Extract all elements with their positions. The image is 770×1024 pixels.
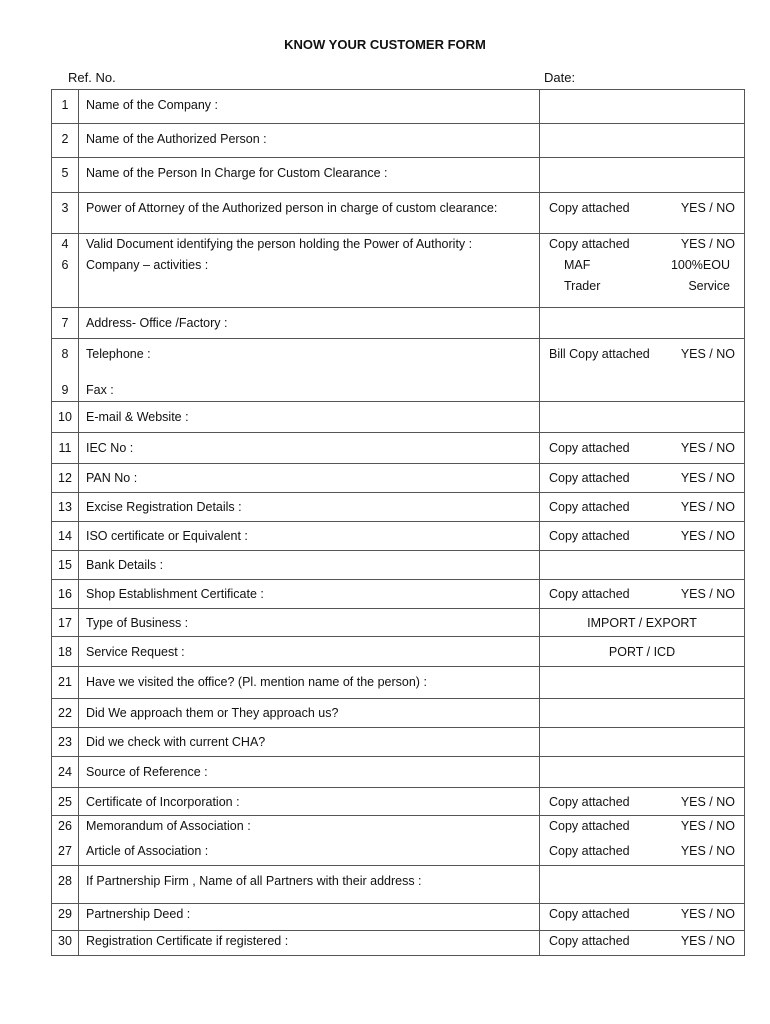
row-number-text: 1 <box>61 98 69 112</box>
row-number-text: 29 <box>58 907 72 921</box>
row-number <box>52 816 79 841</box>
row-number <box>52 667 79 699</box>
row-number-text: 25 <box>58 795 72 809</box>
field-label-cell <box>79 637 540 667</box>
form-row <box>52 402 745 433</box>
row-number <box>52 609 79 637</box>
response-option[interactable]: PORT / ICD <box>608 645 676 659</box>
response-cell[interactable] <box>540 637 745 667</box>
form-row <box>52 667 745 699</box>
row-number-text: 2 <box>61 132 69 146</box>
row-number-text: 9 <box>61 383 69 397</box>
row-number <box>52 580 79 609</box>
form-row <box>52 380 745 402</box>
response-cell[interactable] <box>540 90 745 124</box>
copy-attached-text: Copy attached <box>549 795 630 809</box>
response-cell[interactable] <box>540 307 745 338</box>
field-label-cell <box>79 402 540 433</box>
field-label-cell <box>79 433 540 464</box>
response-cell[interactable] <box>540 728 745 757</box>
row-number <box>52 402 79 433</box>
field-label-cell <box>79 124 540 158</box>
row-number <box>52 433 79 464</box>
field-label: Did We approach them or They approach us? <box>86 706 339 720</box>
row-number <box>52 338 79 380</box>
field-label: Article of Association : <box>86 843 209 858</box>
row-number <box>52 866 79 904</box>
row-number-text: 3 <box>61 201 69 215</box>
field-label-cell <box>79 90 540 124</box>
copy-attached-line <box>540 816 744 837</box>
field-label: Memorandum of Association : <box>86 819 251 833</box>
date-label: Date: <box>544 70 576 85</box>
form-row <box>52 580 745 609</box>
row-number-text: 14 <box>58 529 72 543</box>
field-label-cell <box>79 522 540 551</box>
response-cell[interactable] <box>540 158 745 193</box>
activity-options-line <box>540 276 744 297</box>
field-label: Service Request : <box>86 645 185 659</box>
field-label-cell <box>79 551 540 580</box>
response-cell[interactable] <box>540 193 745 234</box>
copy-attached-text: Copy attached <box>549 237 630 251</box>
form-row <box>52 699 745 728</box>
row-number-text: 21 <box>58 675 72 689</box>
response-cell[interactable] <box>540 904 745 931</box>
response-cell[interactable] <box>540 402 745 433</box>
row-number <box>52 193 79 234</box>
form-row <box>52 841 745 866</box>
copy-attached-line <box>540 234 744 255</box>
copy-attached-line <box>540 438 744 459</box>
yes-no-option[interactable]: YES / NO <box>680 907 735 921</box>
row-number-text: 27 <box>58 843 72 858</box>
row-number-text: 11 <box>58 441 72 455</box>
field-label-cell <box>79 609 540 637</box>
response-cell[interactable] <box>540 493 745 522</box>
field-label: Registration Certificate if registered : <box>86 934 289 948</box>
form-row <box>52 637 745 667</box>
row-number-text: 7 <box>61 315 69 330</box>
field-label-cell <box>79 307 540 338</box>
field-label-cell <box>79 255 540 307</box>
form-row <box>52 90 745 124</box>
field-label-cell <box>79 234 540 256</box>
row-number <box>52 493 79 522</box>
response-cell[interactable] <box>540 816 745 841</box>
response-cell[interactable] <box>540 124 745 158</box>
row-number <box>52 464 79 493</box>
activity-option[interactable]: MAF <box>564 258 591 272</box>
field-label: Partnership Deed : <box>86 907 191 921</box>
response-option[interactable]: IMPORT / EXPORT <box>587 616 697 630</box>
copy-attached-text: Copy attached <box>549 201 630 215</box>
form-row <box>52 609 745 637</box>
row-number-text: 16 <box>58 587 72 601</box>
response-cell[interactable] <box>540 931 745 956</box>
row-number <box>52 124 79 158</box>
response-cell[interactable] <box>540 667 745 699</box>
yes-no-option[interactable]: YES / NO <box>680 201 735 215</box>
field-label-cell <box>79 931 540 956</box>
activity-options-line <box>540 255 744 276</box>
field-label-cell <box>79 699 540 728</box>
copy-attached-line <box>540 584 744 605</box>
copy-attached-line <box>540 904 744 925</box>
row-number <box>52 699 79 728</box>
row-number <box>52 307 79 338</box>
response-cell[interactable] <box>540 433 745 464</box>
copy-attached-text: Copy attached <box>549 500 630 514</box>
row-number <box>52 551 79 580</box>
field-label: Company – activities : <box>86 258 209 272</box>
field-label: Source of Reference : <box>86 765 208 779</box>
response-cell[interactable] <box>540 234 745 256</box>
field-label: Bank Details : <box>86 558 164 572</box>
row-number-text: 30 <box>58 934 72 948</box>
field-label: Telephone : <box>86 346 151 361</box>
row-number <box>52 904 79 931</box>
form-row <box>52 816 745 841</box>
copy-attached-line <box>540 792 744 813</box>
response-cell[interactable] <box>540 380 745 402</box>
row-number <box>52 931 79 956</box>
field-label-cell <box>79 728 540 757</box>
yes-no-option[interactable]: YES / NO <box>680 346 735 361</box>
yes-no-option[interactable]: YES / NO <box>680 471 735 485</box>
row-number-text: 12 <box>58 471 72 485</box>
field-label-cell <box>79 338 540 380</box>
form-row <box>52 551 745 580</box>
row-number-text: 6 <box>61 258 69 272</box>
form-row <box>52 522 745 551</box>
row-number <box>52 234 79 256</box>
field-label: Excise Registration Details : <box>86 500 242 514</box>
kyc-table <box>51 89 745 956</box>
row-number <box>52 522 79 551</box>
copy-attached-line <box>540 198 744 219</box>
form-row <box>52 464 745 493</box>
form-row <box>52 158 745 193</box>
copy-attached-text: Bill Copy attached <box>549 346 650 361</box>
row-number <box>52 90 79 124</box>
field-label-cell <box>79 580 540 609</box>
yes-no-option[interactable]: YES / NO <box>680 500 735 514</box>
activity-option[interactable]: Trader <box>564 279 601 293</box>
form-row <box>52 728 745 757</box>
response-cell[interactable] <box>540 788 745 816</box>
row-number-text: 18 <box>58 645 72 659</box>
row-number-text: 15 <box>58 558 72 572</box>
copy-attached-line <box>540 497 744 518</box>
field-label: If Partnership Firm , Name of all Partners with their address : <box>86 874 422 888</box>
copy-attached-text: Copy attached <box>549 819 630 833</box>
response-cell[interactable] <box>540 522 745 551</box>
copy-attached-line <box>540 468 744 489</box>
row-number-text: 23 <box>58 735 72 749</box>
activity-option[interactable]: Service <box>688 279 730 293</box>
copy-attached-text: Copy attached <box>549 587 630 601</box>
response-cell[interactable] <box>540 841 745 866</box>
row-number <box>52 788 79 816</box>
response-cell[interactable] <box>540 255 745 307</box>
copy-attached-line <box>540 841 744 862</box>
field-label-cell <box>79 788 540 816</box>
form-row <box>52 234 745 256</box>
yes-no-option[interactable]: YES / NO <box>680 843 735 858</box>
field-label-cell <box>79 158 540 193</box>
row-number-text: 17 <box>58 616 72 630</box>
row-number <box>52 757 79 788</box>
response-cell[interactable] <box>540 866 745 904</box>
copy-attached-line <box>540 526 744 547</box>
field-label: Name of the Authorized Person : <box>86 132 267 146</box>
row-number-text: 8 <box>61 346 69 361</box>
form-title: KNOW YOUR CUSTOMER FORM <box>284 37 486 52</box>
field-label: Name of the Person In Charge for Custom Clearance : <box>86 166 388 180</box>
activity-option[interactable]: 100%EOU <box>670 258 730 272</box>
row-number <box>52 637 79 667</box>
form-row <box>52 904 745 931</box>
field-label: Did we check with current CHA? <box>86 735 266 749</box>
response-cell[interactable] <box>540 699 745 728</box>
response-cell[interactable] <box>540 609 745 637</box>
copy-attached-text: Copy attached <box>549 843 630 858</box>
form-row <box>52 255 745 307</box>
field-label: IEC No : <box>86 441 134 455</box>
row-number-text: 26 <box>58 819 72 833</box>
response-cell[interactable] <box>540 757 745 788</box>
copy-attached-text: Copy attached <box>549 441 630 455</box>
form-row <box>52 757 745 788</box>
field-label-cell <box>79 464 540 493</box>
field-label-cell <box>79 667 540 699</box>
row-number <box>52 255 79 307</box>
field-label-cell <box>79 193 540 234</box>
field-label: Have we visited the office? (Pl. mention name of the person) : <box>86 675 427 689</box>
field-label-cell <box>79 904 540 931</box>
field-label: PAN No : <box>86 471 138 485</box>
row-number-text: 10 <box>58 410 72 424</box>
form-row <box>52 931 745 956</box>
row-number-text: 4 <box>61 237 69 251</box>
field-label-cell <box>79 816 540 841</box>
field-label: Shop Establishment Certificate : <box>86 587 264 601</box>
form-row <box>52 124 745 158</box>
form-row <box>52 193 745 234</box>
row-number <box>52 841 79 866</box>
field-label: Fax : <box>86 383 114 397</box>
response-cell[interactable] <box>540 464 745 493</box>
response-cell[interactable] <box>540 338 745 380</box>
yes-no-option[interactable]: YES / NO <box>680 587 735 601</box>
field-label: ISO certificate or Equivalent : <box>86 529 248 543</box>
yes-no-option[interactable]: YES / NO <box>680 934 735 948</box>
field-label-cell <box>79 841 540 866</box>
yes-no-option[interactable]: YES / NO <box>680 819 735 833</box>
field-label-cell <box>79 493 540 522</box>
row-number-text: 28 <box>58 874 72 888</box>
copy-attached-text: Copy attached <box>549 529 630 543</box>
row-number <box>52 728 79 757</box>
copy-attached-text: Copy attached <box>549 907 630 921</box>
copy-attached-text: Copy attached <box>549 471 630 485</box>
yes-no-option[interactable]: YES / NO <box>680 529 735 543</box>
ref-no-label: Ref. No. <box>68 70 116 85</box>
field-label-cell <box>79 866 540 904</box>
row-number <box>52 158 79 193</box>
field-label: Type of Business : <box>86 616 189 630</box>
copy-attached-line <box>540 344 744 365</box>
field-label: Valid Document identifying the person holding the Power of Authority : <box>86 237 473 251</box>
field-label: Address- Office /Factory : <box>86 315 228 330</box>
form-row <box>52 307 745 338</box>
yes-no-option[interactable]: YES / NO <box>680 237 735 251</box>
form-row <box>52 433 745 464</box>
row-number-text: 24 <box>58 765 72 779</box>
form-row <box>52 338 745 380</box>
copy-attached-line <box>540 931 744 952</box>
field-label-cell <box>79 380 540 402</box>
copy-attached-text: Copy attached <box>549 934 630 948</box>
form-row <box>52 788 745 816</box>
field-label: Certificate of Incorporation : <box>86 795 240 809</box>
field-label-cell <box>79 757 540 788</box>
row-number-text: 22 <box>58 706 72 720</box>
form-row <box>52 866 745 904</box>
field-label: Power of Attorney of the Authorized person in charge of custom clearance: <box>86 201 498 215</box>
response-cell[interactable] <box>540 551 745 580</box>
yes-no-option[interactable]: YES / NO <box>680 795 735 809</box>
field-label: Name of the Company : <box>86 98 219 112</box>
row-number <box>52 380 79 402</box>
row-number-text: 5 <box>61 166 69 180</box>
response-cell[interactable] <box>540 580 745 609</box>
row-number-text: 13 <box>58 500 72 514</box>
form-row <box>52 493 745 522</box>
yes-no-option[interactable]: YES / NO <box>680 441 735 455</box>
field-label: E-mail & Website : <box>86 410 189 424</box>
